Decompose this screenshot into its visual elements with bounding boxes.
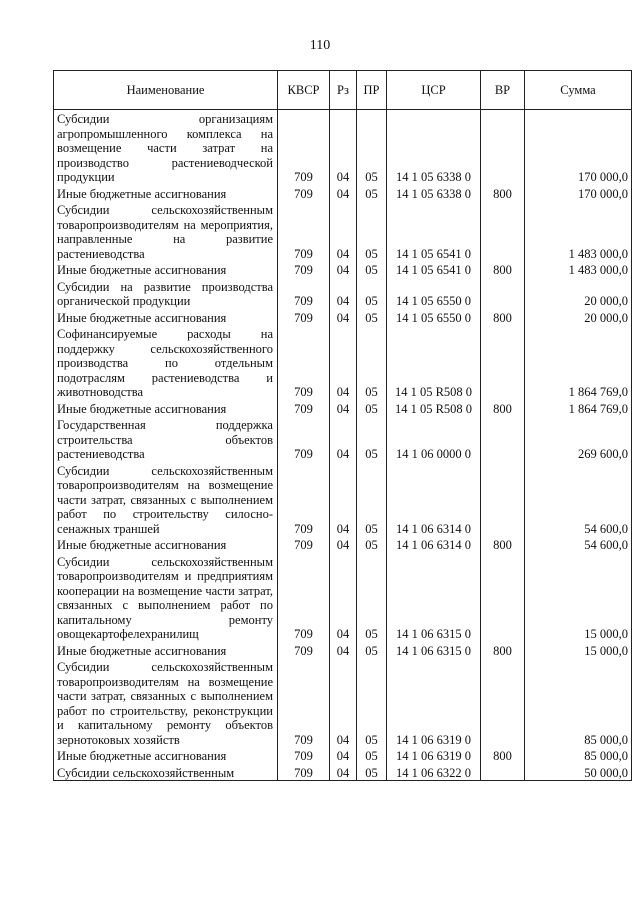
cell-kvsr: 709 (278, 658, 330, 747)
cell-vr: 800 (481, 261, 525, 278)
cell-csr: 14 1 06 6322 0 (387, 764, 481, 781)
cell-pr: 05 (357, 201, 387, 261)
cell-pr: 05 (357, 261, 387, 278)
cell-sum: 1 864 769,0 (525, 325, 632, 400)
cell-vr (481, 416, 525, 462)
cell-vr (481, 658, 525, 747)
cell-sum: 54 600,0 (525, 536, 632, 553)
table-header (54, 71, 632, 110)
cell-vr (481, 278, 525, 309)
cell-csr: 14 1 05 6550 0 (387, 309, 481, 326)
header-kvsr: КВСР (278, 71, 330, 110)
cell-kvsr: 709 (278, 400, 330, 417)
cell-name: Иные бюджетные ассигнования (54, 309, 278, 326)
cell-kvsr: 709 (278, 416, 330, 462)
cell-rz: 04 (330, 536, 357, 553)
cell-rz: 04 (330, 400, 357, 417)
table-row (54, 416, 632, 462)
cell-pr: 05 (357, 764, 387, 781)
cell-pr: 05 (357, 747, 387, 764)
table-row (54, 201, 632, 261)
cell-vr (481, 764, 525, 781)
cell-csr: 14 1 05 6338 0 (387, 110, 481, 185)
cell-kvsr: 709 (278, 185, 330, 202)
cell-rz: 04 (330, 642, 357, 659)
cell-pr: 05 (357, 110, 387, 185)
cell-pr: 05 (357, 278, 387, 309)
cell-sum: 170 000,0 (525, 110, 632, 185)
cell-vr (481, 110, 525, 185)
cell-vr (481, 462, 525, 537)
cell-rz: 04 (330, 201, 357, 261)
cell-name: Государственная поддержка строительства объектов растениеводства (54, 416, 278, 462)
cell-name: Субсидии сельскохозяйственным товаропроизводителям на мероприятия, направленные на развитие растениеводства (54, 201, 278, 261)
cell-vr: 800 (481, 747, 525, 764)
cell-kvsr: 709 (278, 201, 330, 261)
table-row (54, 462, 632, 537)
cell-name: Субсидии сельскохозяйственным товаропроизводителям и предприятиям кооперации на возмещение части затрат, связанных с выполнением работ по капитальному ремонту овощекартофелехранилищ (54, 553, 278, 642)
budget-table (53, 70, 632, 781)
cell-name: Субсидии сельскохозяйственным товаропроизводителям на возмещение части затрат, связанных с выполнением работ по строительству силосно-сенажных траншей (54, 462, 278, 537)
table-row (54, 261, 632, 278)
cell-name: Иные бюджетные ассигнования (54, 747, 278, 764)
cell-rz: 04 (330, 309, 357, 326)
table-row (54, 658, 632, 747)
cell-kvsr: 709 (278, 110, 330, 185)
cell-pr: 05 (357, 642, 387, 659)
cell-kvsr: 709 (278, 261, 330, 278)
cell-name: Иные бюджетные ассигнования (54, 185, 278, 202)
cell-vr (481, 553, 525, 642)
table-row (54, 185, 632, 202)
header-sum: Сумма (525, 71, 632, 110)
cell-vr: 800 (481, 309, 525, 326)
cell-name: Субсидии организациям агропромышленного комплекса на возмещение части затрат на производство растениеводческой продукции (54, 110, 278, 185)
cell-sum: 85 000,0 (525, 747, 632, 764)
cell-rz: 04 (330, 553, 357, 642)
cell-csr: 14 1 06 6315 0 (387, 642, 481, 659)
cell-kvsr: 709 (278, 462, 330, 537)
table-row (54, 110, 632, 185)
cell-sum: 269 600,0 (525, 416, 632, 462)
cell-csr: 14 1 05 6541 0 (387, 261, 481, 278)
header-name: Наименование (54, 71, 278, 110)
cell-sum: 1 483 000,0 (525, 201, 632, 261)
cell-kvsr: 709 (278, 309, 330, 326)
cell-vr (481, 201, 525, 261)
cell-pr: 05 (357, 325, 387, 400)
header-vr: ВР (481, 71, 525, 110)
cell-name: Иные бюджетные ассигнования (54, 642, 278, 659)
cell-pr: 05 (357, 400, 387, 417)
cell-csr: 14 1 06 6314 0 (387, 462, 481, 537)
cell-rz: 04 (330, 185, 357, 202)
cell-vr: 800 (481, 642, 525, 659)
cell-pr: 05 (357, 185, 387, 202)
cell-name: Субсидии сельскохозяйственным товаропроизводителям на возмещение части затрат, связанных с выполнением работ по строительству, реконструкции и капитальному ремонту объектов зернотоковых хозяйств (54, 658, 278, 747)
cell-csr: 14 1 05 R508 0 (387, 400, 481, 417)
cell-sum: 85 000,0 (525, 658, 632, 747)
header-csr: ЦСР (387, 71, 481, 110)
cell-name: Иные бюджетные ассигнования (54, 261, 278, 278)
cell-kvsr: 709 (278, 553, 330, 642)
table-row (54, 536, 632, 553)
table-row (54, 553, 632, 642)
cell-csr: 14 1 06 6319 0 (387, 658, 481, 747)
cell-rz: 04 (330, 764, 357, 781)
cell-sum: 170 000,0 (525, 185, 632, 202)
cell-name: Софинансируемые расходы на поддержку сельскохозяйственного производства по отдельным подотраслям растениеводства и животноводства (54, 325, 278, 400)
cell-vr: 800 (481, 536, 525, 553)
cell-rz: 04 (330, 261, 357, 278)
table-row (54, 642, 632, 659)
cell-rz: 04 (330, 325, 357, 400)
cell-sum: 1 864 769,0 (525, 400, 632, 417)
cell-vr: 800 (481, 185, 525, 202)
cell-kvsr: 709 (278, 536, 330, 553)
cell-sum: 54 600,0 (525, 462, 632, 537)
cell-rz: 04 (330, 110, 357, 185)
cell-csr: 14 1 05 6338 0 (387, 185, 481, 202)
cell-sum: 1 483 000,0 (525, 261, 632, 278)
cell-pr: 05 (357, 309, 387, 326)
cell-rz: 04 (330, 747, 357, 764)
cell-csr: 14 1 06 0000 0 (387, 416, 481, 462)
cell-vr: 800 (481, 400, 525, 417)
page-number: 110 (309, 38, 331, 53)
cell-pr: 05 (357, 658, 387, 747)
cell-rz: 04 (330, 462, 357, 537)
cell-pr: 05 (357, 416, 387, 462)
cell-csr: 14 1 05 R508 0 (387, 325, 481, 400)
cell-pr: 05 (357, 553, 387, 642)
cell-csr: 14 1 06 6319 0 (387, 747, 481, 764)
cell-kvsr: 709 (278, 278, 330, 309)
cell-kvsr: 709 (278, 642, 330, 659)
cell-sum: 15 000,0 (525, 553, 632, 642)
cell-name: Иные бюджетные ассигнования (54, 536, 278, 553)
table-row (54, 278, 632, 309)
cell-rz: 04 (330, 416, 357, 462)
cell-csr: 14 1 06 6314 0 (387, 536, 481, 553)
header-rz: Рз (330, 71, 357, 110)
cell-csr: 14 1 05 6541 0 (387, 201, 481, 261)
table-row (54, 400, 632, 417)
cell-kvsr: 709 (278, 747, 330, 764)
cell-pr: 05 (357, 462, 387, 537)
cell-sum: 50 000,0 (525, 764, 632, 781)
table-row (54, 309, 632, 326)
cell-kvsr: 709 (278, 764, 330, 781)
cell-rz: 04 (330, 278, 357, 309)
cell-rz: 04 (330, 658, 357, 747)
header-pr: ПР (357, 71, 387, 110)
table-body (54, 110, 632, 781)
cell-kvsr: 709 (278, 325, 330, 400)
cell-name: Субсидии сельскохозяйственным (54, 764, 278, 781)
table-row (54, 325, 632, 400)
cell-sum: 20 000,0 (525, 278, 632, 309)
cell-pr: 05 (357, 536, 387, 553)
table-row (54, 747, 632, 764)
cell-csr: 14 1 05 6550 0 (387, 278, 481, 309)
cell-sum: 15 000,0 (525, 642, 632, 659)
table-row (54, 764, 632, 781)
cell-csr: 14 1 06 6315 0 (387, 553, 481, 642)
cell-name: Субсидии на развитие производства органической продукции (54, 278, 278, 309)
cell-name: Иные бюджетные ассигнования (54, 400, 278, 417)
cell-sum: 20 000,0 (525, 309, 632, 326)
cell-vr (481, 325, 525, 400)
